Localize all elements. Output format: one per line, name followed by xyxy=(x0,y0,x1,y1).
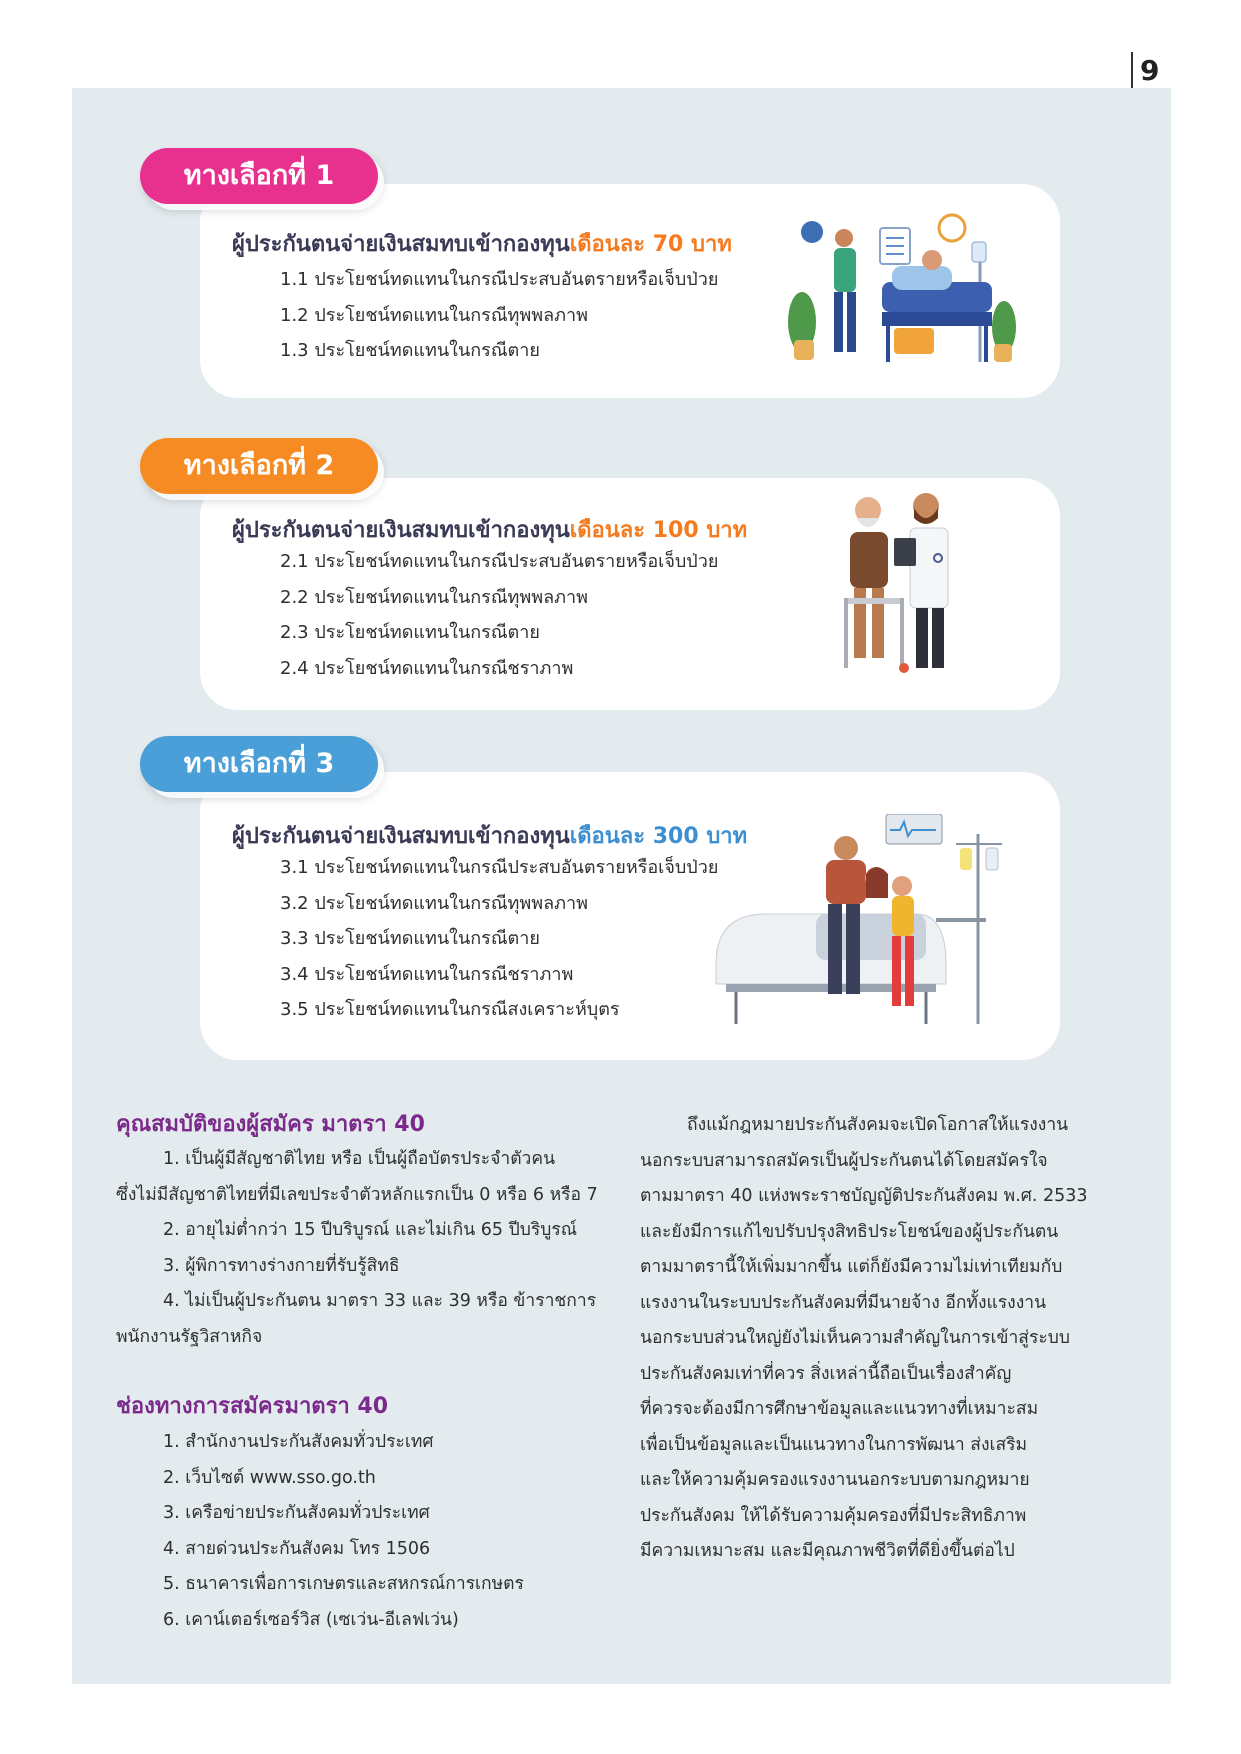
option-2-pill: ทางเลือกที่ 2 xyxy=(140,438,378,494)
heading-amount: เดือนละ 100 บาท xyxy=(569,518,748,543)
list-item: 2.4 ประโยชน์ทดแทนในกรณีชราภาพ xyxy=(280,657,574,679)
qualifications-title: คุณสมบัติของผู้สมัคร มาตรา 40 xyxy=(116,1112,425,1137)
list-item: 3.1 ประโยชน์ทดแทนในกรณีประสบอันตรายหรือเจ็บป่วย xyxy=(280,857,719,878)
heading-prefix: ผู้ประกันตนจ่ายเงินสมทบเข้ากองทุน xyxy=(232,232,570,257)
list-item: 3.3 ประโยชน์ทดแทนในกรณีตาย xyxy=(280,928,540,949)
option-heading xyxy=(232,818,747,853)
list-item: 4. ไม่เป็นผู้ประกันตน มาตรา 33 และ 39 หรือ ข้าราชการ xyxy=(163,1291,597,1311)
option-card-3 xyxy=(200,772,1060,1060)
heading-amount: เดือนละ 300 บาท xyxy=(569,824,748,849)
family-hospital-illustration xyxy=(706,814,1016,1044)
option-3-pill: ทางเลือกที่ 3 xyxy=(140,736,378,792)
option-heading xyxy=(232,226,732,261)
list-item: 4. สายด่วนประกันสังคม โทร 1506 xyxy=(163,1538,431,1559)
qualifications-list xyxy=(116,1142,598,1355)
list-item: 2. เว็บไซต์ www.sso.go.th xyxy=(163,1467,376,1488)
list-item: 1.1 ประโยชน์ทดแทนในกรณีประสบอันตรายหรือเจ็บป่วย xyxy=(280,269,719,290)
channels-title: ช่องทางการสมัครมาตรา 40 xyxy=(116,1394,389,1419)
page-number-divider xyxy=(1131,52,1133,88)
list-item: 3. เครือข่ายประกันสังคมทั่วประเทศ xyxy=(163,1503,430,1523)
channels-list xyxy=(116,1425,524,1638)
paragraph-line: แรงงานในระบบประกันสังคมที่มีนายจ้าง อีกทั้งแรงงาน xyxy=(640,1292,1047,1313)
option-card-1 xyxy=(200,184,1060,398)
list-item: 1.3 ประโยชน์ทดแทนในกรณีตาย xyxy=(280,340,540,361)
paragraph-line: ที่ควรจะต้องมีการศึกษาข้อมูลและแนวทางที่เหมาะสม xyxy=(640,1399,1039,1419)
list-item: 3.4 ประโยชน์ทดแทนในกรณีชราภาพ xyxy=(280,963,574,985)
list-item: 3. ผู้พิการทางร่างกายที่รับรู้สิทธิ xyxy=(163,1255,400,1276)
paragraph-line: และยังมีการแก้ไขปรับปรุงสิทธิประโยชน์ของผู้ประกันตน xyxy=(640,1221,1059,1242)
paragraph-line: ถึงแม้กฎหมายประกันสังคมจะเปิดโอกาสให้แรงงาน xyxy=(687,1115,1069,1135)
paragraph-line: ตามมาตรานี้ให้เพิ่มมากขึ้น แต่ก็ยังมีความไม่เท่าเทียมกับ xyxy=(640,1257,1063,1277)
benefit-list xyxy=(280,850,718,1028)
list-item: 3.2 ประโยชน์ทดแทนในกรณีทุพพลภาพ xyxy=(280,892,588,914)
page-number: 9 xyxy=(1140,54,1160,87)
paragraph-line: และให้ความคุ้มครองแรงงานนอกระบบตามกฎหมาย xyxy=(640,1470,1030,1490)
list-item: 3.5 ประโยชน์ทดแทนในกรณีสงเคราะห์บุตร xyxy=(280,999,620,1020)
benefit-list xyxy=(280,262,718,369)
hospital-bed-illustration xyxy=(782,212,1022,372)
list-item: 2. อายุไม่ต่ำกว่า 15 ปีบริบูรณ์ และไม่เกิน 65 ปีบริบูรณ์ xyxy=(163,1220,577,1240)
heading-prefix: ผู้ประกันตนจ่ายเงินสมทบเข้ากองทุน xyxy=(232,518,570,543)
paragraph-line: นอกระบบส่วนใหญ่ยังไม่เห็นความสำคัญในการเข้าสู่ระบบ xyxy=(640,1328,1070,1348)
elderly-doctor-illustration xyxy=(832,488,972,684)
paragraph-line: ประกันสังคมเท่าที่ควร สิ่งเหล่านี้ถือเป็นเรื่องสำคัญ xyxy=(640,1363,1012,1384)
list-item: 1. เป็นผู้มีสัญชาติไทย หรือ เป็นผู้ถือบัตรประจำตัวคน xyxy=(163,1149,556,1169)
list-item: พนักงานรัฐวิสาหกิจ xyxy=(116,1326,263,1347)
list-item: 6. เคาน์เตอร์เซอร์วิส (เซเว่น-อีเลฟเว่น) xyxy=(163,1609,459,1630)
list-item: 2.2 ประโยชน์ทดแทนในกรณีทุพพลภาพ xyxy=(280,586,588,608)
intro-paragraph xyxy=(640,1108,1122,1570)
list-item: ซึ่งไม่มีสัญชาติไทยที่มีเลขประจำตัวหลักแรกเป็น 0 หรือ 6 หรือ 7 xyxy=(116,1184,598,1205)
option-1-pill: ทางเลือกที่ 1 xyxy=(140,148,378,204)
paragraph-line: เพื่อเป็นข้อมูลและเป็นแนวทางในการพัฒนา ส่งเสริม xyxy=(640,1434,1028,1455)
list-item: 1.2 ประโยชน์ทดแทนในกรณีทุพพลภาพ xyxy=(280,304,588,326)
paragraph-line: มีความเหมาะสม และมีคุณภาพชีวิตที่ดียิ่งขึ้นต่อไป xyxy=(640,1541,1015,1561)
benefit-list xyxy=(280,544,718,686)
heading-amount: เดือนละ 70 บาท xyxy=(569,232,732,257)
list-item: 1. สำนักงานประกันสังคมทั่วประเทศ xyxy=(163,1432,434,1452)
option-heading xyxy=(232,512,747,547)
paragraph-line: ประกันสังคม ให้ได้รับความคุ้มครองที่มีประสิทธิภาพ xyxy=(640,1505,1027,1526)
paragraph-line: นอกระบบสามารถสมัครเป็นผู้ประกันตนได้โดยสมัครใจ xyxy=(640,1150,1048,1171)
list-item: 2.3 ประโยชน์ทดแทนในกรณีตาย xyxy=(280,622,540,643)
option-card-2 xyxy=(200,478,1060,710)
paragraph-line: ตามมาตรา 40 แห่งพระราชบัญญัติประกันสังคม พ.ศ. 2533 xyxy=(640,1186,1088,1206)
list-item: 5. ธนาคารเพื่อการเกษตรและสหกรณ์การเกษตร xyxy=(163,1574,524,1594)
heading-prefix: ผู้ประกันตนจ่ายเงินสมทบเข้ากองทุน xyxy=(232,824,570,849)
list-item: 2.1 ประโยชน์ทดแทนในกรณีประสบอันตรายหรือเจ็บป่วย xyxy=(280,551,719,572)
